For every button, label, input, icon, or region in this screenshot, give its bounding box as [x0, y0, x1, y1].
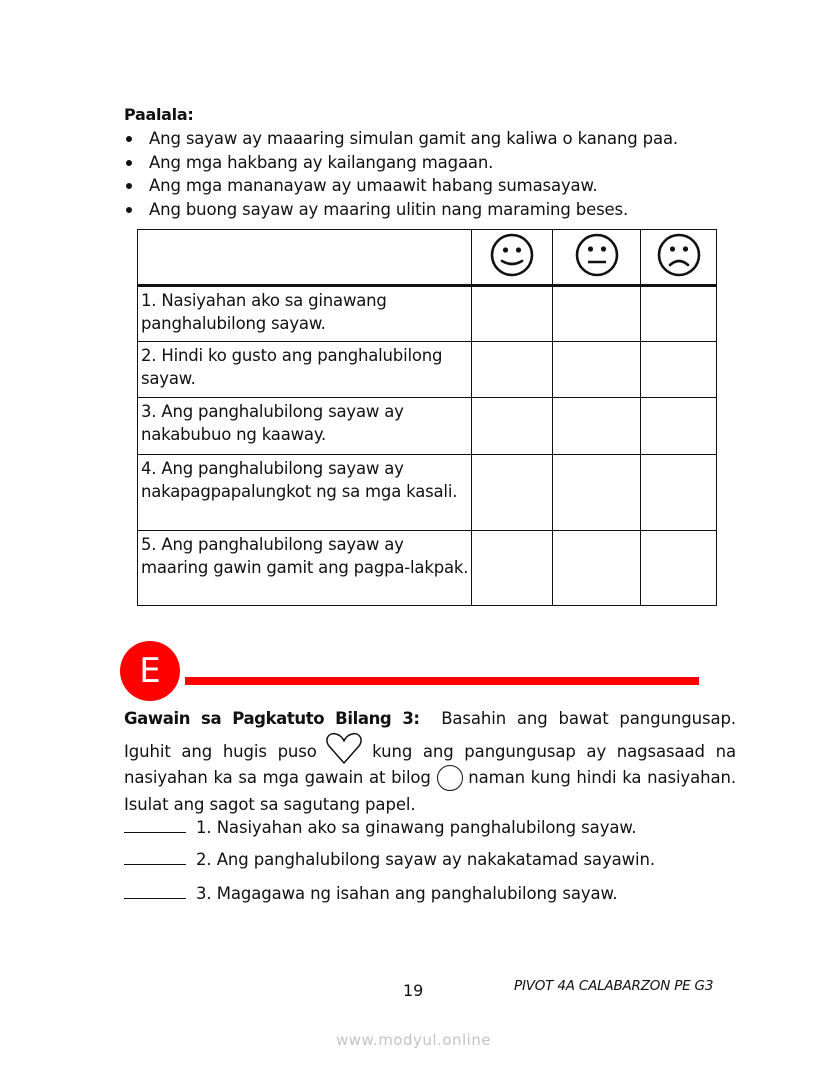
table-row	[138, 398, 717, 455]
neutral-face-icon	[574, 232, 620, 278]
activity-instructions: Gawain sa Pagkatuto Bilang 3: Basahin ang bawat pangungusap. Iguhit ang hugis puso kung ang pangungusap ay nagsasaad na nasiyahan ka sa mga gawain at bilog naman kung hindi ka nasiyahan. Isulat ang sagot sa sagutang papel.	[124, 709, 736, 814]
bullet-icon	[126, 136, 132, 142]
section-letter-badge: E	[120, 641, 180, 701]
happy-answer-cell[interactable]	[472, 398, 553, 455]
answer-item: 1. Nasiyahan ako sa ginawang panghalubilong sayaw.	[124, 818, 636, 837]
table-row	[138, 531, 717, 606]
neutral-answer-cell[interactable]	[553, 531, 641, 606]
reminder-item: Ang buong sayaw ay maaring ulitin nang maraming beses.	[124, 198, 678, 222]
happy-answer-cell[interactable]	[472, 342, 553, 398]
section-divider	[185, 677, 699, 685]
reminders-list	[124, 127, 678, 221]
sad-answer-cell[interactable]	[641, 286, 717, 342]
happy-answer-cell[interactable]	[472, 286, 553, 342]
statement-text: 3. Ang panghalubilong sayaw ay nakabubuo ng kaaway.	[141, 402, 404, 444]
bullet-icon	[126, 160, 132, 166]
neutral-answer-cell[interactable]	[553, 398, 641, 455]
happy-face-icon	[489, 232, 535, 278]
neutral-answer-cell[interactable]	[553, 455, 641, 531]
watermark: www.modyul.online	[336, 1031, 492, 1049]
reminder-item: Ang mga hakbang ay kailangang magaan.	[124, 151, 678, 175]
table-row	[138, 455, 717, 531]
header-happy-cell	[472, 230, 553, 286]
answer-item: 2. Ang panghalubilong sayaw ay nakakatamad sayawin.	[124, 850, 655, 869]
table-row	[138, 286, 717, 342]
module-footer: PIVOT 4A CALABARZON PE G3	[514, 978, 714, 994]
reminder-item: Ang sayaw ay maaaring simulan gamit ang kaliwa o kanang paa.	[124, 127, 678, 151]
page-number: 19	[403, 981, 424, 1000]
bullet-icon	[126, 183, 132, 189]
statement-text: 4. Ang panghalubilong sayaw ay nakapagpapalungkot ng sa mga kasali.	[141, 459, 458, 501]
sad-face-icon	[656, 232, 702, 278]
statement-text: 1. Nasiyahan ako sa ginawang panghalubilong sayaw.	[141, 291, 387, 333]
neutral-answer-cell[interactable]	[553, 342, 641, 398]
circle-icon	[437, 765, 463, 791]
sad-answer-cell[interactable]	[641, 531, 717, 606]
neutral-answer-cell[interactable]	[553, 286, 641, 342]
activity-title: Gawain sa Pagkatuto Bilang 3:	[124, 709, 420, 728]
statement-text: 2. Hindi ko gusto ang panghalubilong sayaw.	[141, 346, 443, 388]
bullet-icon	[126, 207, 132, 213]
heart-icon	[325, 733, 363, 757]
sad-answer-cell[interactable]	[641, 342, 717, 398]
sad-answer-cell[interactable]	[641, 398, 717, 455]
answer-blank[interactable]	[124, 818, 186, 833]
rubric-table	[137, 229, 717, 606]
header-neutral-cell	[553, 230, 641, 286]
reminders-title: Paalala:	[124, 105, 194, 124]
header-blank-cell	[138, 230, 472, 286]
statement-text: 5. Ang panghalubilong sayaw ay maaring gawin gamit ang pagpa-lakpak.	[141, 535, 469, 577]
happy-answer-cell[interactable]	[472, 531, 553, 606]
table-header-row	[138, 230, 717, 286]
answer-blank[interactable]	[124, 850, 186, 865]
sad-answer-cell[interactable]	[641, 455, 717, 531]
happy-answer-cell[interactable]	[472, 455, 553, 531]
reminder-item: Ang mga mananayaw ay umaawit habang sumasayaw.	[124, 174, 678, 198]
answer-blank[interactable]	[124, 884, 186, 899]
table-row	[138, 342, 717, 398]
answer-item: 3. Magagawa ng isahan ang panghalubilong sayaw.	[124, 884, 618, 903]
header-sad-cell	[641, 230, 717, 286]
